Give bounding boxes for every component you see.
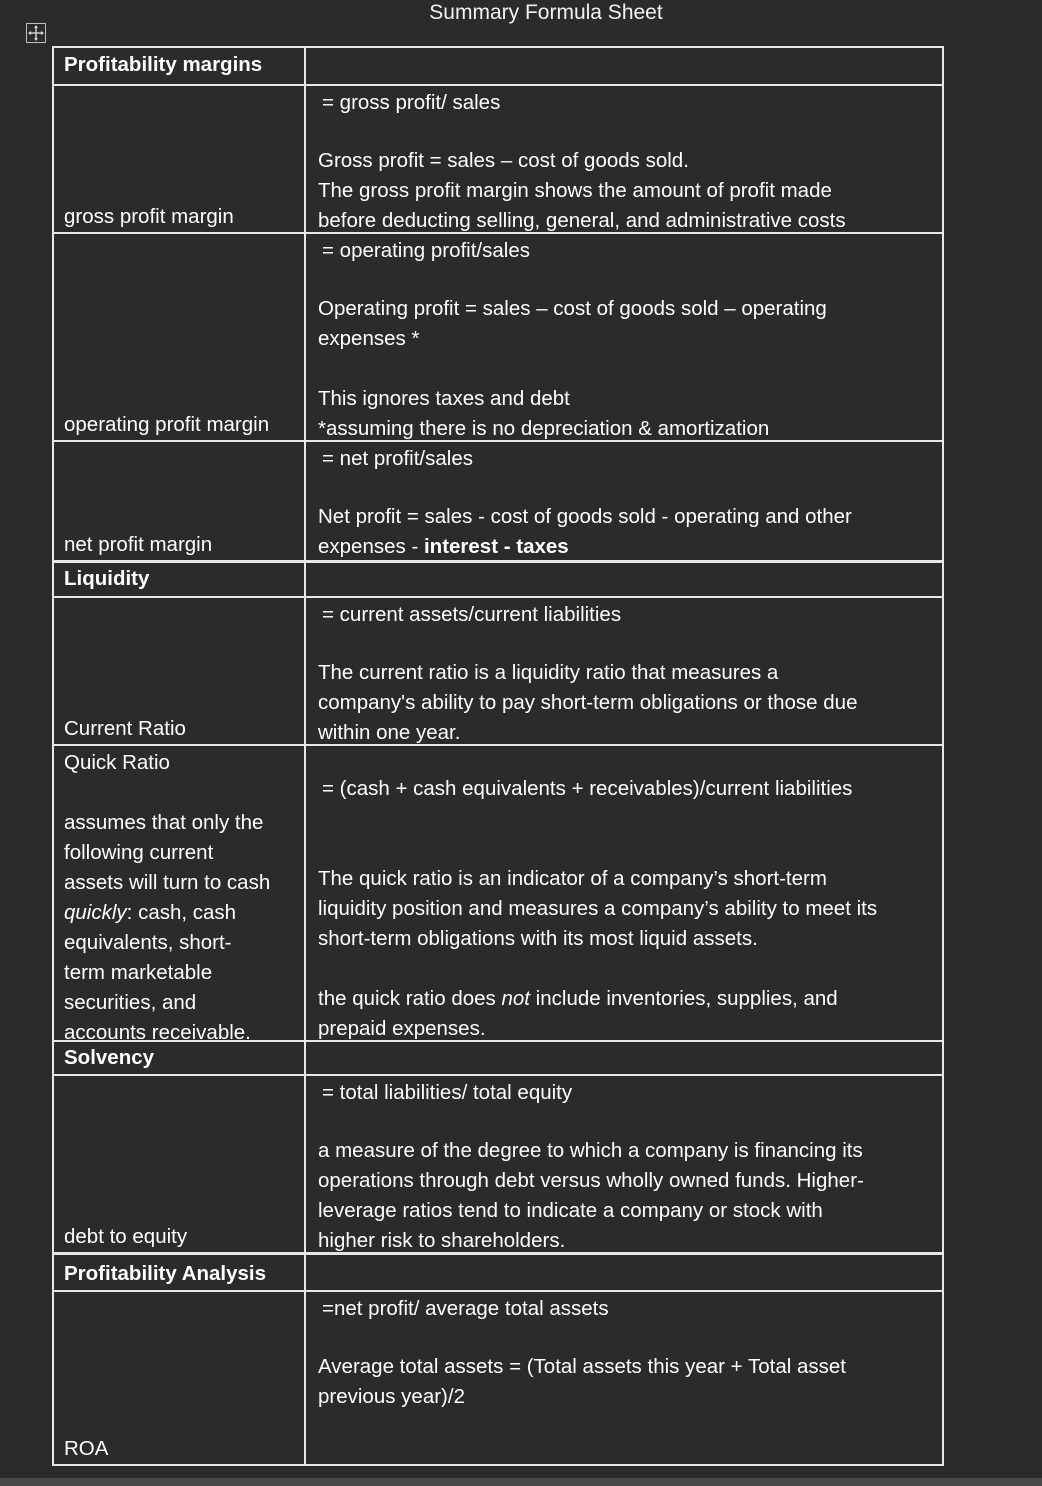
note-line	[64, 898, 298, 928]
description-line: liquidity position and measures a company’s ability to meet its	[318, 897, 878, 920]
formula-debt-to-equity: = total liabilities/ total equity	[322, 1081, 573, 1104]
metric-cell	[54, 598, 306, 744]
metric-cell	[54, 442, 306, 560]
description-text: the quick ratio does	[318, 987, 502, 1010]
table-row-roa	[54, 1290, 942, 1464]
formula-roa: =net profit/ average total assets	[322, 1297, 609, 1320]
description-line: a measure of the degree to which a company is financing its	[318, 1139, 863, 1162]
metric-cell	[54, 86, 306, 232]
empty-cell	[306, 48, 942, 84]
description-emphasis: interest - taxes	[423, 535, 569, 558]
description-line: expenses *	[318, 327, 420, 350]
section-row-solvency	[54, 1040, 942, 1074]
section-label-profitability-analysis: Profitability Analysis	[64, 1262, 267, 1285]
formula-current-ratio: = current assets/current liabilities	[322, 603, 622, 626]
description-line: before deducting selling, general, and administrative costs	[318, 209, 846, 232]
formula-operating-profit-margin: = operating profit/sales	[322, 239, 530, 262]
description-line: within one year.	[318, 721, 461, 744]
description-line: operations through debt versus wholly owned funds. Higher-	[318, 1169, 864, 1192]
definition-cell	[306, 746, 942, 1040]
description-line: The gross profit margin shows the amount of profit made	[318, 179, 832, 202]
description-emphasis: not	[501, 987, 530, 1010]
table-row-operating-profit-margin	[54, 232, 942, 440]
metric-label-operating-profit-margin: operating profit margin	[64, 413, 270, 436]
description-debt-to-equity	[318, 1136, 934, 1256]
metric-label-net-profit-margin: net profit margin	[64, 533, 213, 556]
page-title: Summary Formula Sheet	[429, 1, 663, 24]
definition-cell	[306, 598, 942, 744]
section-label-profitability-margins: Profitability margins	[64, 53, 263, 76]
definition-cell	[306, 442, 942, 560]
metric-label-quick-ratio: Quick Ratio	[64, 751, 170, 774]
metric-label-debt-to-equity: debt to equity	[64, 1225, 188, 1248]
note-line: accounts receivable.	[64, 1021, 251, 1044]
window-bottom-edge	[0, 1478, 1042, 1486]
definition-cell	[306, 234, 942, 440]
section-cell	[54, 1255, 306, 1290]
note-line	[64, 778, 298, 808]
section-cell	[54, 1042, 306, 1074]
section-label-liquidity: Liquidity	[64, 567, 150, 590]
description-line: The quick ratio is an indicator of a company’s short-term	[318, 867, 827, 890]
description-line: Operating profit = sales – cost of goods sold – operating	[318, 297, 827, 320]
description-operating-profit-margin	[318, 294, 934, 444]
note-line: assets will turn to cash	[64, 871, 271, 894]
note-line: following current	[64, 841, 214, 864]
note-emphasis: quickly	[64, 901, 127, 924]
description-line: Gross profit = sales – cost of goods sold.	[318, 149, 689, 172]
metric-label-gross-profit-margin: gross profit margin	[64, 205, 234, 228]
description-current-ratio	[318, 658, 934, 748]
formula-gross-profit-margin: = gross profit/ sales	[322, 91, 501, 114]
definition-cell	[306, 1292, 942, 1464]
note-line: securities, and	[64, 991, 197, 1014]
definition-cell	[306, 86, 942, 232]
description-line: Net profit = sales - cost of goods sold - operating and other	[318, 505, 852, 528]
description-line: *assuming there is no depreciation & amortization	[318, 417, 770, 440]
metric-label-roa: ROA	[64, 1437, 109, 1460]
description-line: previous year)/2	[318, 1385, 465, 1408]
description-gross-profit-margin	[318, 146, 934, 236]
empty-cell	[306, 1042, 942, 1074]
description-line: company's ability to pay short-term obligations or those due	[318, 691, 858, 714]
table-row-quick-ratio	[54, 744, 942, 1044]
note-line: term marketable	[64, 961, 213, 984]
description-line: The current ratio is a liquidity ratio that measures a	[318, 661, 779, 684]
note-line: assumes that only the	[64, 811, 264, 834]
note-line: equivalents, short-	[64, 931, 232, 954]
empty-cell	[306, 563, 942, 596]
quick-ratio-notes	[64, 748, 298, 1048]
description-line	[318, 954, 934, 984]
section-cell	[54, 48, 306, 84]
description-quick-ratio	[318, 864, 934, 1044]
move-icon[interactable]	[26, 23, 46, 43]
formula-table	[52, 46, 944, 1466]
formula-net-profit-margin: = net profit/sales	[322, 447, 473, 470]
table-row-debt-to-equity	[54, 1074, 942, 1252]
description-line: leverage ratios tend to indicate a company or stock with	[318, 1199, 823, 1222]
section-row-profitability-margins	[54, 48, 942, 84]
empty-cell	[306, 1255, 942, 1290]
definition-cell	[306, 1076, 942, 1252]
description-net-profit-margin	[318, 502, 934, 562]
description-line: higher risk to shareholders.	[318, 1229, 566, 1252]
section-row-liquidity	[54, 560, 942, 596]
metric-cell	[54, 746, 306, 1044]
table-row-gross-profit-margin	[54, 84, 942, 232]
metric-label-current-ratio: Current Ratio	[64, 717, 186, 740]
metric-cell	[54, 1076, 306, 1252]
description-line	[318, 532, 934, 562]
metric-cell	[54, 234, 306, 440]
description-line: prepaid expenses.	[318, 1017, 486, 1040]
table-row-current-ratio	[54, 596, 942, 744]
description-line	[318, 984, 934, 1014]
table-row-net-profit-margin	[54, 440, 942, 560]
formula-quick-ratio: = (cash + cash equivalents + receivables)/current liabilities	[322, 777, 853, 800]
description-line: short-term obligations with its most liquid assets.	[318, 927, 758, 950]
description-text: expenses -	[318, 535, 424, 558]
section-row-profitability-analysis	[54, 1252, 942, 1290]
section-cell	[54, 563, 306, 596]
note-text: : cash, cash	[126, 901, 237, 924]
description-line	[318, 354, 934, 384]
section-label-solvency: Solvency	[64, 1046, 155, 1069]
description-text: include inventories, supplies, and	[529, 987, 838, 1010]
description-line: This ignores taxes and debt	[318, 387, 570, 410]
metric-cell	[54, 1292, 306, 1464]
description-line: Average total assets = (Total assets this year + Total asset	[318, 1355, 846, 1378]
description-roa	[318, 1352, 934, 1412]
